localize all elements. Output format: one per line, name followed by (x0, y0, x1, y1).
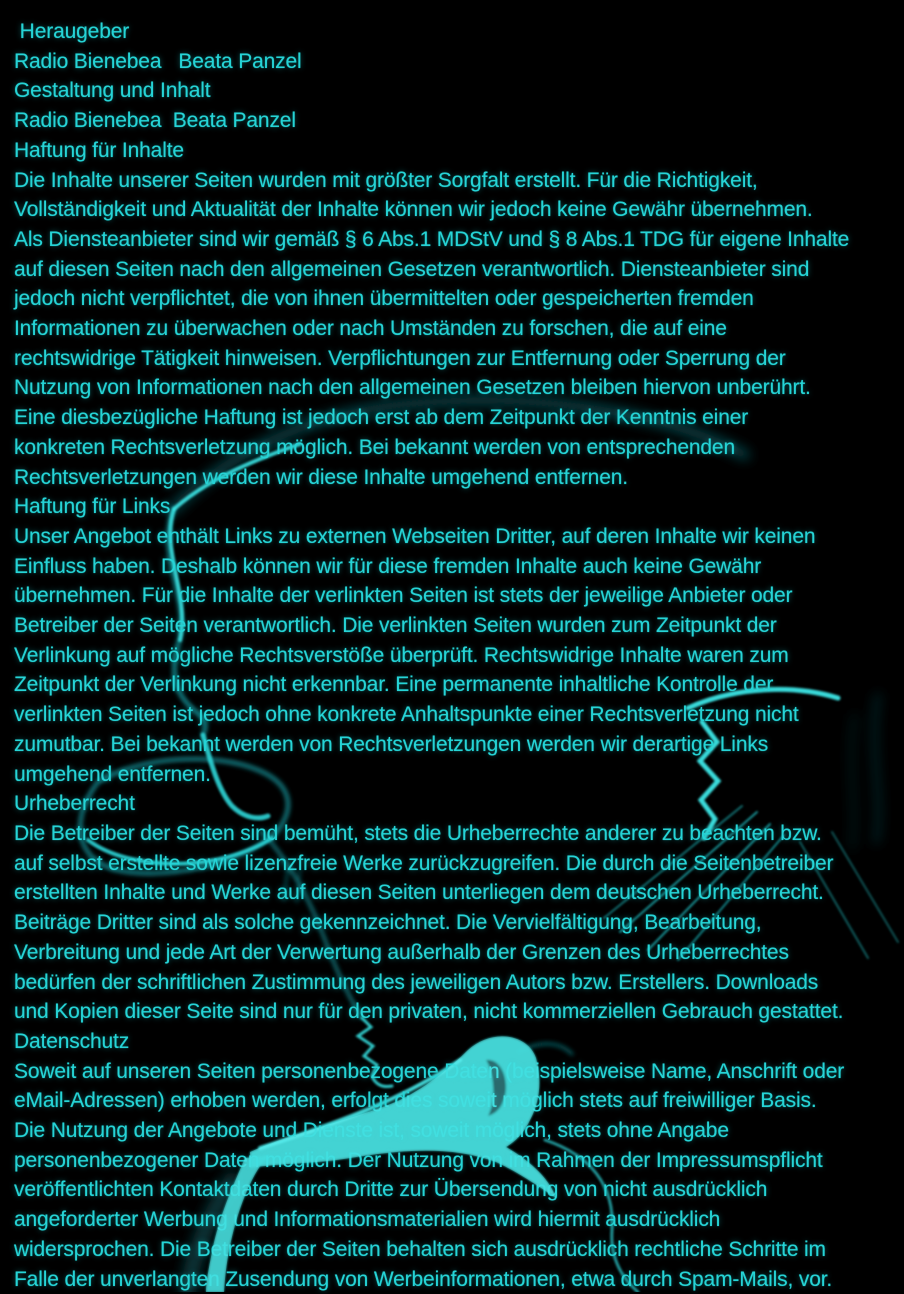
text-line: Einfluss haben. Deshalb können wir für diese fremden Inhalte auch keine Gewähr (14, 554, 762, 578)
section-heading: Gestaltung und Inhalt (14, 79, 211, 103)
text-line: Verbreitung und jede Art der Verwertung außerhalb der Grenzen des Urheberrechtes (14, 940, 789, 964)
text-line: Nutzung von Informationen nach den allgemeinen Gesetzen bleiben hiervon unberührt. (14, 376, 811, 400)
text-line: personenbezogener Daten möglich. Der Nutzung von im Rahmen der Impressumspflicht (14, 1148, 823, 1172)
section-liability-content (14, 136, 900, 492)
text-line: übernehmen. Für die Inhalte der verlinkten Seiten ist stets der jeweilige Anbieter oder (14, 584, 793, 608)
section-publisher (14, 17, 900, 76)
text-line: zumutbar. Bei bekannt werden von Rechtsverletzungen werden wir derartige Links (14, 732, 769, 756)
text-line: rechtswidrige Tätigkeit hinweisen. Verpflichtungen zur Entfernung oder Sperrung der (14, 346, 786, 370)
text-line: umgehend entfernen. (14, 762, 211, 786)
text-line: eMail-Adressen) erhoben werden, erfolgt dies soweit möglich stets auf freiwilliger Basis. (14, 1089, 817, 1113)
text-line: konkreten Rechtsverletzung möglich. Bei bekannt werden von entsprechenden (14, 435, 735, 459)
text-line: Als Diensteanbieter sind wir gemäß § 6 Abs.1 MDStV und § 8 Abs.1 TDG für eigene Inhalte (14, 227, 850, 251)
text-line: bedürfen der schriftlichen Zustimmung des jeweiligen Autors bzw. Erstellers. Downloads (14, 970, 819, 994)
text-line: Die Betreiber der Seiten sind bemüht, stets die Urheberrechte anderer zu beachten bzw. (14, 821, 822, 845)
section-heading: Urheberrecht (14, 792, 135, 816)
text-line: Radio Bienebea Beata Panzel (14, 109, 296, 133)
text-line: widersprochen. Die Betreiber der Seiten behalten sich ausdrücklich rechtliche Schritte im (14, 1237, 826, 1261)
section-design-content (14, 76, 900, 135)
impressum-text (14, 17, 900, 1294)
section-copyright (14, 789, 900, 1027)
text-line: erstellten Inhalte und Werke auf diesen Seiten unterliegen dem deutschen Urheberrecht. (14, 881, 824, 905)
text-line: jedoch nicht verpflichtet, die von ihnen übermittelten oder gespeicherten fremden (14, 287, 754, 311)
text-line: auf selbst erstellte sowie lizenzfreie Werke zurückzugreifen. Die durch die Seitenbetreiber (14, 851, 834, 875)
text-line: Betreiber der Seiten verantwortlich. Die verlinkten Seiten wurden zum Zeitpunkt der (14, 614, 777, 638)
section-heading: Datenschutz (14, 1029, 130, 1053)
text-line: Radio Bienebea Beata Panzel (14, 49, 302, 73)
text-line: auf diesen Seiten nach den allgemeinen Gesetzen verantwortlich. Diensteanbieter sind (14, 257, 810, 281)
text-line: Verlinkung auf mögliche Rechtsverstöße überprüft. Rechtswidrige Inhalte waren zum (14, 643, 789, 667)
text-line: Beiträge Dritter sind als solche gekennzeichnet. Die Vervielfältigung, Bearbeitung, (14, 911, 762, 935)
section-heading: Heraugeber (14, 20, 130, 43)
text-line: Unser Angebot enthält Links zu externen Webseiten Dritter, auf deren Inhalte wir keinen (14, 524, 816, 548)
text-line: Eine diesbezügliche Haftung ist jedoch erst ab dem Zeitpunkt der Kenntnis einer (14, 406, 749, 430)
text-line: Informationen zu überwachen oder nach Umständen zu forschen, die auf eine (14, 317, 727, 341)
text-line: Rechtsverletzungen werden wir diese Inhalte umgehend entfernen. (14, 465, 628, 489)
text-line: Falle der unverlangten Zusendung von Werbeinformationen, etwa durch Spam-Mails, vor. (14, 1267, 833, 1291)
text-line: verlinkten Seiten ist jedoch ohne konkrete Anhaltspunkte einer Rechtsverletzung nicht (14, 703, 799, 727)
text-line: Die Inhalte unserer Seiten wurden mit größter Sorgfalt erstellt. Für die Richtigkeit, (14, 168, 758, 192)
section-heading: Haftung für Inhalte (14, 138, 184, 162)
text-line: Vollständigkeit und Aktualität der Inhalte können wir jedoch keine Gewähr übernehmen. (14, 198, 813, 222)
text-line: angeforderter Werbung und Informationsmaterialien wird hiermit ausdrücklich (14, 1208, 721, 1232)
text-line: und Kopien dieser Seite sind nur für den privaten, nicht kommerziellen Gebrauch gestattet. (14, 1000, 844, 1024)
section-liability-links (14, 492, 900, 789)
text-line: veröffentlichten Kontaktdaten durch Dritte zur Übersendung von nicht ausdrücklich (14, 1178, 768, 1202)
text-line: Zeitpunkt der Verlinkung nicht erkennbar. Eine permanente inhaltliche Kontrolle der (14, 673, 774, 697)
section-heading: Haftung für Links (14, 495, 171, 519)
text-line: Die Nutzung der Angebote und Dienste ist, soweit möglich, stets ohne Angabe (14, 1119, 729, 1143)
section-privacy (14, 1027, 900, 1294)
text-line: Soweit auf unseren Seiten personenbezogene Daten (beispielsweise Name, Anschrift oder (14, 1059, 845, 1083)
